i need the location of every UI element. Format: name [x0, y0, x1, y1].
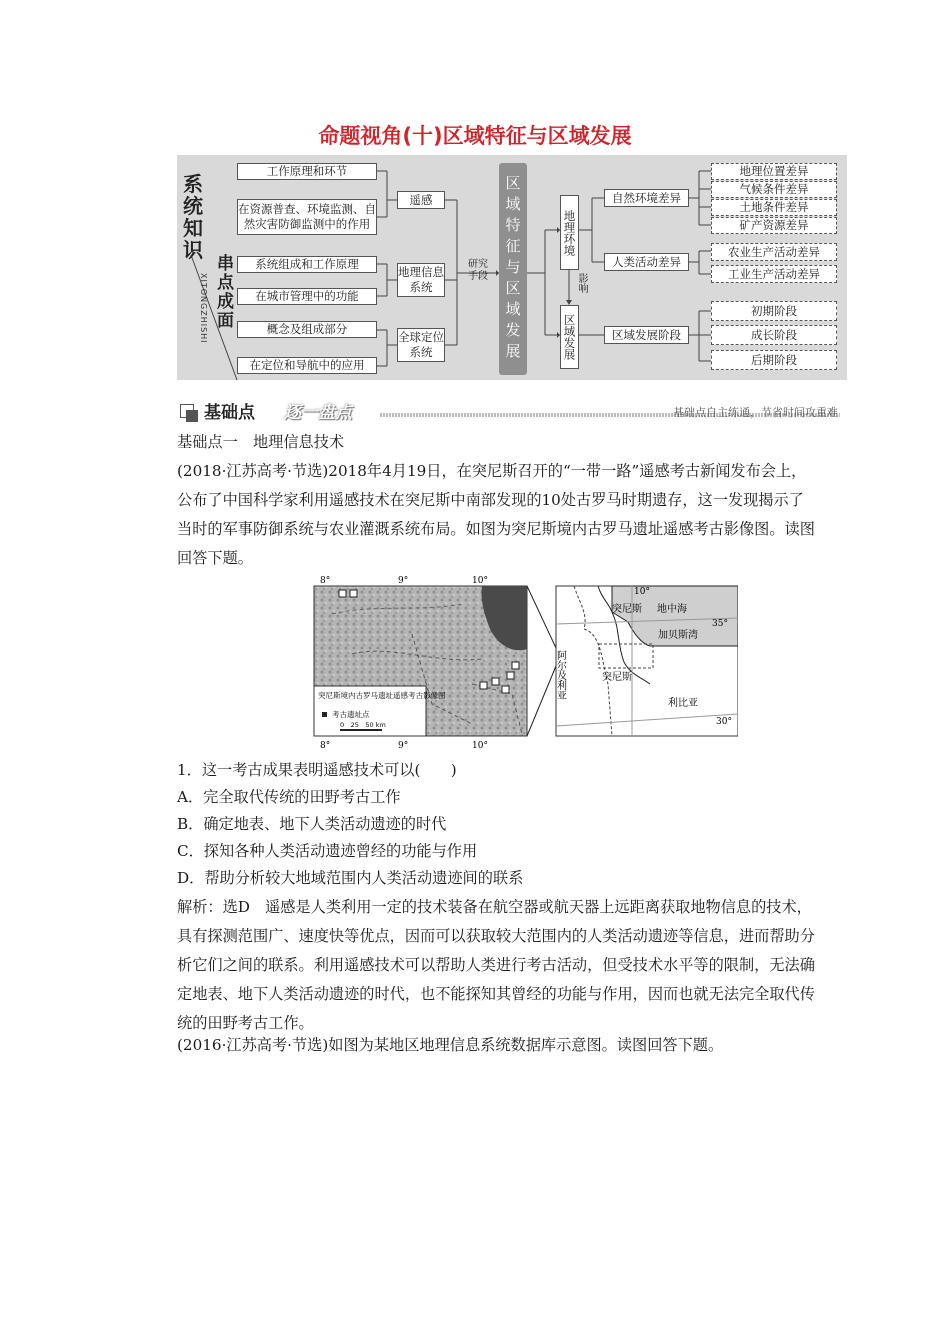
section-italic: 逐一盘点 — [284, 403, 352, 423]
next-intro: (2016·江苏高考·节选)如图为某地区地理信息系统数据库示意图。读图回答下题。 — [177, 1036, 724, 1054]
regional-dev-box: 区域发展 — [560, 305, 579, 369]
option-d: D．帮助分析较大地域范围内人类活动遗迹间的联系 — [177, 869, 524, 887]
concept-map — [177, 155, 847, 380]
legend-scale: 0 25 50 km — [340, 721, 386, 729]
left-box-3: 系统组成和工作原理 — [237, 256, 377, 273]
section-header — [180, 396, 840, 422]
top-tick-2: 9° — [398, 576, 409, 586]
side-subtitle: 串点成面 — [217, 254, 234, 331]
natural-item-2: 气候条件差异 — [711, 181, 837, 198]
mid-box-rs: 遥感 — [397, 191, 445, 209]
legend-title: 突尼斯境内古罗马遗址遥感考古影像图 — [318, 691, 446, 700]
mid-box-gps: 全球定位系统 — [397, 328, 445, 362]
left-box-2: 在资源普查、环境监测、自然灾害防御监测中的作用 — [237, 199, 377, 235]
natural-item-4: 矿产资源差异 — [711, 217, 837, 234]
section-square-shadow-icon — [186, 410, 198, 422]
legend-item: 考古遗址点 — [332, 710, 370, 719]
section-main: 基础点 — [204, 403, 255, 423]
left-box-5: 概念及组成部分 — [237, 321, 377, 338]
page-title: 命题视角(十)区域特征与区域发展 — [318, 124, 632, 148]
stage-item-1: 初期阶段 — [711, 301, 837, 321]
inset-lon: 10° — [634, 587, 650, 597]
bottom-tick-2: 9° — [398, 741, 409, 749]
map-figure-svg — [312, 574, 738, 749]
human-item-2: 工业生产活动差异 — [711, 265, 837, 283]
mid-box-gis: 地理信息系统 — [397, 263, 445, 297]
human-diff-box: 人类活动差异 — [604, 253, 689, 271]
inset-tunisia-top: 突尼斯 — [612, 604, 642, 615]
inset-tunisia: 突尼斯 — [602, 672, 632, 683]
natural-item-3: 土地条件差异 — [711, 199, 837, 216]
site-marker-icon — [322, 712, 327, 717]
top-tick-3: 10° — [472, 576, 488, 586]
stage-item-3: 后期阶段 — [711, 350, 837, 370]
influence-label: 影响 — [576, 273, 587, 293]
inset-algeria: 阿尔及利亚 — [554, 650, 566, 700]
question-1: 1．这一考古成果表明遥感技术可以( ) — [177, 761, 457, 779]
center-band: 区域特征与区域发展 — [499, 163, 527, 375]
natural-item-1: 地理位置差异 — [711, 163, 837, 180]
inset-lat-30: 30° — [716, 717, 732, 727]
geo-env-box: 地理环境 — [560, 195, 579, 270]
analysis-paragraph: 解析：选D 遥感是人类利用一定的技术装备在航空器或航天器上远距离获取地物信息的技术，具有探测范围广、速度快等优点，因而可以获取较大范围内的人类活动遗迹等信息，进而帮助分析它们之间的联系。利用遥感技术可以帮助人类进行考古活动，但受技术水平等的限制，无法确定地表、地下人类活动遗迹的时代，也不能探知其曾经的功能与作用，因而也就无法完全取代传统的田野考古工作。 — [177, 898, 815, 1032]
left-box-4: 在城市管理中的功能 — [237, 288, 377, 305]
intro-paragraph: (2018·江苏高考·节选)2018年4月19日，在突尼斯召开的“一带一路”遥感考古新闻发布会上，公布了中国科学家利用遥感技术在突尼斯中南部发现的10处古罗马时期遗存，这一发现揭示了当时的军事防御系统与农业灌溉系统布局。如图为突尼斯境内古罗马遗址遥感考古影像图。读图回答下题。 — [177, 462, 815, 567]
bottom-tick-1: 8° — [320, 741, 331, 749]
heading-1: 基础点一 地理信息技术 — [177, 433, 345, 451]
stage-item-2: 成长阶段 — [711, 325, 837, 345]
option-c: C．探知各种人类活动遗迹曾经的功能与作用 — [177, 842, 478, 860]
inset-lat-35: 35° — [712, 619, 728, 629]
bottom-tick-3: 10° — [472, 741, 488, 749]
left-box-1: 工作原理和环节 — [237, 163, 377, 180]
left-box-6: 在定位和导航中的应用 — [237, 357, 377, 374]
map-figure — [312, 574, 738, 749]
section-right-note: 基础点自主练通，节省时间攻重难 — [673, 406, 838, 419]
inset-libya: 利比亚 — [668, 698, 698, 709]
side-title: 系统知识 — [183, 172, 203, 262]
human-item-1: 农业生产活动差异 — [711, 243, 837, 261]
side-pinyin: XITONGZHISHI — [199, 273, 208, 344]
stage-box: 区域发展阶段 — [604, 326, 689, 344]
inset-gabes: 加贝斯湾 — [658, 630, 698, 641]
top-tick-1: 8° — [320, 576, 331, 586]
option-a: A．完全取代传统的田野考古工作 — [177, 788, 401, 806]
research-label: 研究手段 — [468, 259, 488, 282]
option-b: B．确定地表、地下人类活动遗迹的时代 — [177, 815, 447, 833]
natural-diff-box: 自然环境差异 — [604, 189, 689, 207]
inset-mediterranean: 地中海 — [657, 604, 687, 615]
